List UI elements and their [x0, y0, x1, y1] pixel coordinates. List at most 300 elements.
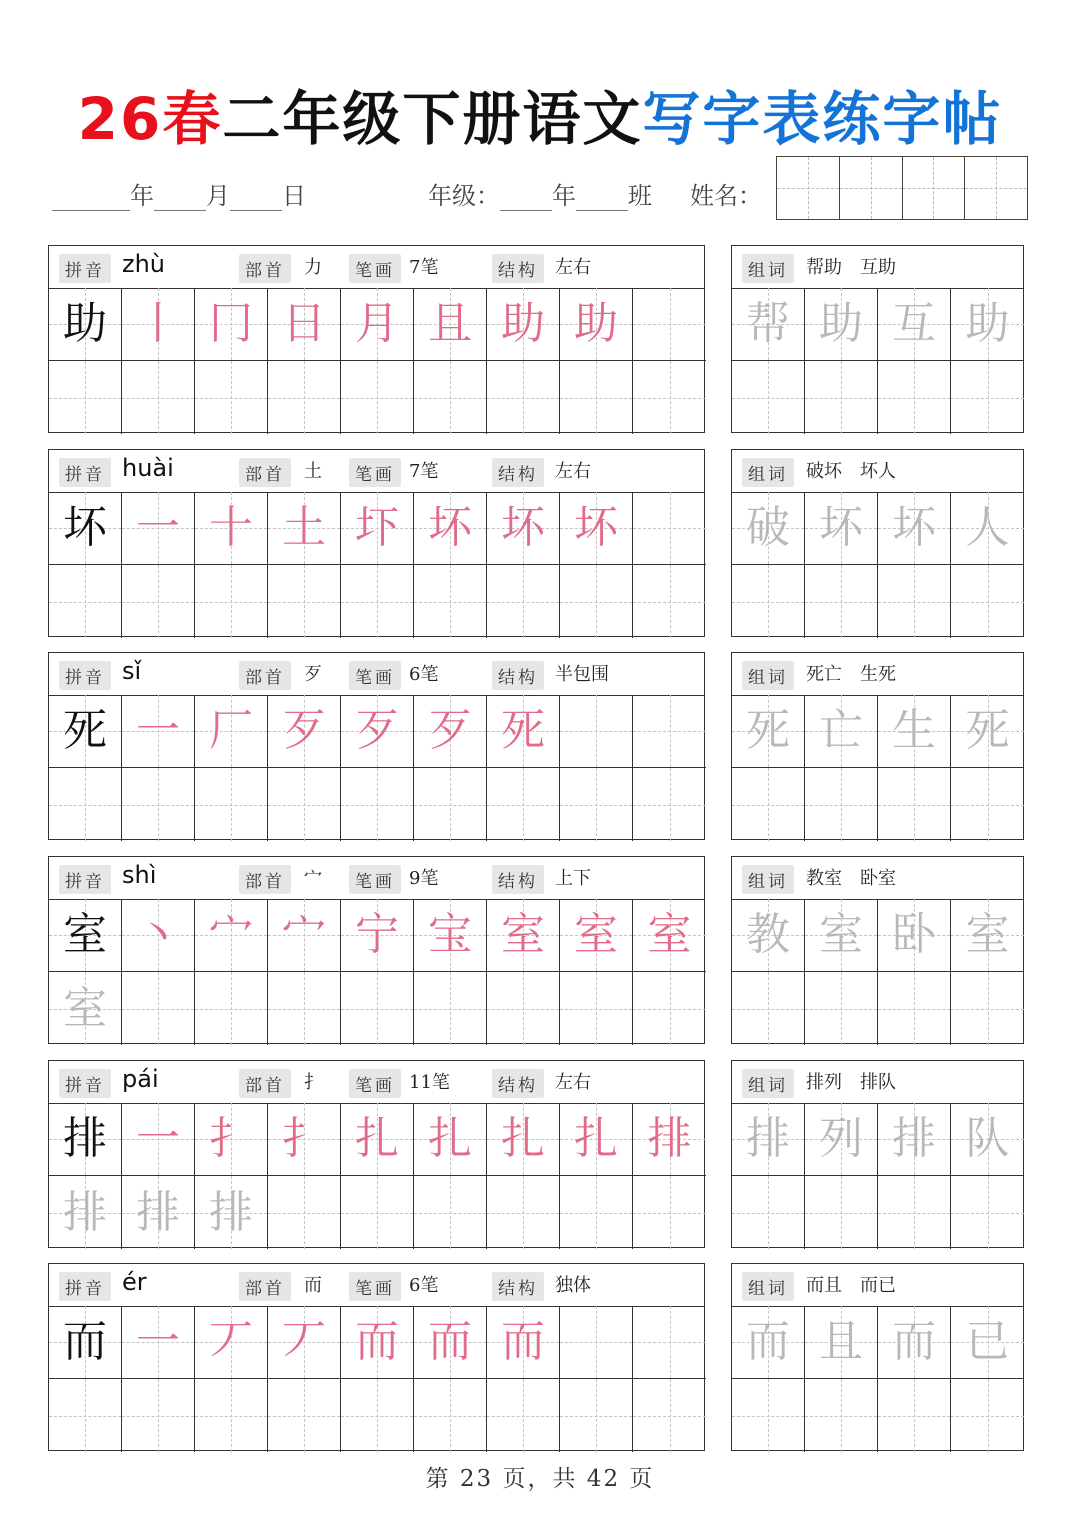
grade-blank[interactable]: [500, 186, 552, 211]
word-char: 助: [819, 298, 863, 349]
word-practice-cell[interactable]: [805, 1379, 878, 1452]
practice-cell[interactable]: [414, 1176, 487, 1249]
pinyin-tag: 拼音: [59, 1069, 111, 1098]
stroke-step-cell: [487, 695, 560, 768]
stroke-step: 而: [501, 1316, 545, 1367]
stroke-step-cell: [414, 899, 487, 972]
radical-value: 歹: [304, 664, 322, 685]
practice-cell[interactable]: [195, 361, 268, 434]
title-part-1: 26春: [77, 85, 223, 153]
practice-cell[interactable]: [414, 1379, 487, 1452]
stroke-step: 丆: [209, 1316, 253, 1367]
word-practice-cell[interactable]: [805, 1176, 878, 1249]
stroke-step: 扎: [574, 1113, 618, 1164]
practice-cell[interactable]: [414, 972, 487, 1045]
pinyin-value: huài: [122, 454, 174, 482]
stroke-step: 而: [355, 1316, 399, 1367]
stroke-step-cell: [487, 899, 560, 972]
stroke-step-cell: [268, 1306, 341, 1379]
practice-cell[interactable]: [49, 1176, 122, 1249]
word-trace-cell: [878, 492, 951, 565]
strokes-value: 6笔: [409, 664, 439, 685]
stroke-step: 日: [282, 298, 326, 349]
stroke-step-cell: [122, 288, 195, 361]
word-trace-cell: [805, 1306, 878, 1379]
practice-cell[interactable]: [633, 1176, 706, 1249]
name-line: [690, 176, 762, 212]
name-box[interactable]: [903, 157, 966, 219]
stroke-step: 扌: [282, 1113, 326, 1164]
words-header: [732, 653, 1023, 696]
words-header: [732, 246, 1023, 289]
strokes-value: 11笔: [409, 1072, 450, 1093]
word-trace-cell: [951, 288, 1024, 361]
practice-cell[interactable]: [414, 768, 487, 841]
character-practice-panel: [48, 449, 705, 637]
strokes-tag: 笔画: [349, 254, 401, 283]
practice-cell[interactable]: [341, 361, 414, 434]
practice-grid: [49, 1306, 706, 1452]
stroke-step: 室: [574, 909, 618, 960]
strokes-tag: 笔画: [349, 1069, 401, 1098]
stroke-step: 土: [282, 502, 326, 553]
strokes-tag: 笔画: [349, 1272, 401, 1301]
stroke-step-cell: [195, 695, 268, 768]
word-char: 生: [892, 705, 936, 756]
stroke-step-cell: [341, 695, 414, 768]
structure-value: 左右: [555, 461, 591, 482]
stroke-step-cell: [341, 492, 414, 565]
practice-cell[interactable]: [49, 361, 122, 434]
word-practice-cell[interactable]: [951, 1379, 1024, 1452]
words-header: [732, 450, 1023, 493]
practice-cell[interactable]: [268, 768, 341, 841]
radical-value: 力: [304, 257, 322, 278]
practice-cell[interactable]: [633, 565, 706, 638]
word-practice-cell[interactable]: [805, 768, 878, 841]
stroke-step-cell: [195, 1103, 268, 1176]
practice-cell[interactable]: [341, 1379, 414, 1452]
word-practice-cell[interactable]: [878, 972, 951, 1045]
pinyin-value: sǐ: [122, 657, 142, 685]
pinyin-tag: 拼音: [59, 865, 111, 894]
structure-value: 左右: [555, 1072, 591, 1093]
pinyin-value: pái: [122, 1065, 159, 1093]
character-practice-panel: [48, 856, 705, 1044]
stroke-step-cell: [122, 899, 195, 972]
words-value: 排列 排队: [806, 1072, 896, 1093]
practice-cell[interactable]: [341, 565, 414, 638]
stroke-step-cell: [341, 1103, 414, 1176]
word-practice-cell[interactable]: [878, 768, 951, 841]
word-char: 已: [965, 1316, 1010, 1367]
stroke-step-cell: [341, 288, 414, 361]
word-grid: [732, 1103, 1024, 1249]
structure-tag: 结构: [492, 661, 544, 690]
word-char: 而: [746, 1316, 790, 1367]
stroke-step: 丨: [136, 298, 180, 349]
title-part-3: 写字表练字帖: [642, 85, 1003, 153]
trace-char: 排: [63, 1186, 107, 1238]
word-char: 人: [965, 502, 1010, 553]
stroke-step-cell: [414, 1103, 487, 1176]
stroke-step-cell: [487, 1306, 560, 1379]
main-character-cell: [49, 1103, 122, 1176]
radical-value: 扌: [304, 1072, 322, 1093]
date-line: [52, 176, 306, 212]
words-value: 帮助 互助: [806, 257, 896, 278]
character-practice-panel: [48, 1263, 705, 1451]
strokes-value: 6笔: [409, 1275, 439, 1296]
stroke-step: 一: [136, 705, 180, 756]
practice-cell[interactable]: [560, 361, 633, 434]
word-practice-panel: [731, 856, 1024, 1044]
word-practice-cell[interactable]: [951, 1176, 1024, 1249]
stroke-step: 宀: [209, 909, 253, 960]
strokes-value: 7笔: [409, 257, 439, 278]
main-character-cell: [49, 1306, 122, 1379]
practice-cell[interactable]: [341, 972, 414, 1045]
practice-cell[interactable]: [122, 361, 195, 434]
word-trace-cell: [878, 1103, 951, 1176]
stroke-step-cell: [633, 492, 706, 565]
character-info-header: [49, 653, 704, 696]
practice-cell[interactable]: [633, 972, 706, 1045]
strokes-tag: 笔画: [349, 661, 401, 690]
word-practice-cell[interactable]: [732, 768, 805, 841]
practice-cell[interactable]: [195, 972, 268, 1045]
words-value: 教室 卧室: [806, 868, 896, 889]
stroke-step: 丶: [136, 909, 180, 960]
stroke-step: 圷: [355, 502, 399, 553]
name-box[interactable]: [965, 157, 1027, 219]
practice-cell[interactable]: [487, 361, 560, 434]
stroke-step-cell: [195, 899, 268, 972]
stroke-step: 冂: [209, 298, 253, 349]
practice-cell[interactable]: [633, 361, 706, 434]
stroke-step-cell: [268, 695, 341, 768]
practice-cell[interactable]: [268, 361, 341, 434]
word-practice-cell[interactable]: [878, 361, 951, 434]
word-practice-cell[interactable]: [878, 565, 951, 638]
stroke-step-cell: [195, 1306, 268, 1379]
year-blank[interactable]: [52, 186, 130, 211]
character-practice-panel: [48, 1060, 705, 1248]
word-grid: [732, 899, 1024, 1045]
word-grid: [732, 492, 1024, 638]
stroke-step: 一: [136, 1113, 180, 1164]
word-trace-cell: [951, 899, 1024, 972]
word-trace-cell: [805, 899, 878, 972]
stroke-step-cell: [414, 492, 487, 565]
class-blank[interactable]: [576, 186, 628, 211]
practice-cell[interactable]: [122, 1176, 195, 1249]
stroke-step: 扎: [501, 1113, 545, 1164]
stroke-step: 宀: [282, 909, 326, 960]
stroke-step: 宝: [428, 909, 472, 960]
word-char: 列: [819, 1113, 863, 1164]
name-box[interactable]: [840, 157, 903, 219]
practice-grid: [49, 1103, 706, 1249]
word-practice-cell[interactable]: [732, 1379, 805, 1452]
character-info-header: [49, 246, 704, 289]
word-practice-panel: [731, 1263, 1024, 1451]
stroke-step: 歹: [282, 705, 326, 756]
word-char: 且: [819, 1316, 863, 1367]
practice-cell[interactable]: [560, 1379, 633, 1452]
stroke-step-cell: [560, 492, 633, 565]
word-practice-cell[interactable]: [951, 768, 1024, 841]
month-label: 月: [206, 182, 230, 210]
word-char: 破: [746, 502, 790, 553]
stroke-step: 十: [209, 502, 253, 553]
main-character-cell: [49, 288, 122, 361]
practice-cell[interactable]: [487, 768, 560, 841]
practice-grid: [49, 695, 706, 841]
word-trace-cell: [732, 899, 805, 972]
pinyin-tag: 拼音: [59, 1272, 111, 1301]
practice-cell[interactable]: [49, 972, 122, 1045]
character-block: [48, 652, 1024, 840]
year-label: 年: [130, 182, 154, 210]
stroke-step-cell: [268, 899, 341, 972]
title-part-2: 二年级下册语文: [222, 85, 643, 153]
character-info-header: [49, 1061, 704, 1104]
practice-cell[interactable]: [122, 768, 195, 841]
word-trace-cell: [805, 1103, 878, 1176]
stroke-step: 丆: [282, 1316, 326, 1367]
strokes-value: 7笔: [409, 461, 439, 482]
strokes-tag: 笔画: [349, 458, 401, 487]
stroke-step: 室: [501, 909, 545, 960]
stroke-step: 月: [355, 298, 399, 349]
stroke-step-cell: [560, 1306, 633, 1379]
main-character: 室: [63, 909, 107, 960]
word-practice-cell[interactable]: [951, 361, 1024, 434]
word-char: 排: [892, 1113, 936, 1164]
stroke-step-cell: [633, 1103, 706, 1176]
radical-tag: 部首: [239, 1069, 291, 1098]
word-practice-cell[interactable]: [732, 565, 805, 638]
word-trace-cell: [951, 492, 1024, 565]
word-practice-cell[interactable]: [951, 565, 1024, 638]
stroke-step: 且: [428, 298, 472, 349]
character-info-header: [49, 857, 704, 900]
word-char: 死: [965, 705, 1010, 756]
word-char: 助: [965, 298, 1010, 349]
word-practice-cell[interactable]: [805, 565, 878, 638]
word-practice-cell[interactable]: [732, 972, 805, 1045]
practice-cell[interactable]: [414, 361, 487, 434]
main-character: 死: [63, 705, 107, 756]
stroke-step-cell: [633, 1306, 706, 1379]
radical-tag: 部首: [239, 1272, 291, 1301]
word-char: 而: [892, 1316, 936, 1367]
practice-cell[interactable]: [633, 768, 706, 841]
word-practice-panel: [731, 449, 1024, 637]
practice-cell[interactable]: [487, 1379, 560, 1452]
word-grid: [732, 695, 1024, 841]
stroke-step: 扌: [209, 1113, 253, 1164]
trace-char: 室: [63, 982, 107, 1034]
practice-cell[interactable]: [487, 1176, 560, 1249]
stroke-step-cell: [633, 288, 706, 361]
word-trace-cell: [878, 695, 951, 768]
word-trace-cell: [805, 492, 878, 565]
stroke-step-cell: [122, 695, 195, 768]
name-label: 姓名：: [690, 182, 762, 210]
word-practice-cell[interactable]: [878, 1379, 951, 1452]
practice-cell[interactable]: [414, 565, 487, 638]
words-tag: 组词: [742, 1069, 794, 1098]
practice-cell[interactable]: [49, 1379, 122, 1452]
practice-cell[interactable]: [560, 1176, 633, 1249]
words-value: 死亡 生死: [806, 664, 896, 685]
word-char: 卧: [892, 909, 936, 960]
word-char: 室: [819, 909, 863, 960]
word-trace-cell: [732, 492, 805, 565]
word-trace-cell: [878, 899, 951, 972]
word-trace-cell: [951, 695, 1024, 768]
practice-cell[interactable]: [341, 768, 414, 841]
main-character-cell: [49, 899, 122, 972]
stroke-step-cell: [268, 288, 341, 361]
practice-cell[interactable]: [195, 1176, 268, 1249]
practice-cell[interactable]: [560, 972, 633, 1045]
character-block: [48, 856, 1024, 1044]
word-practice-cell[interactable]: [878, 1176, 951, 1249]
practice-cell[interactable]: [268, 1176, 341, 1249]
character-block: [48, 245, 1024, 433]
words-tag: 组词: [742, 458, 794, 487]
character-practice-panel: [48, 652, 705, 840]
stroke-step-cell: [414, 288, 487, 361]
main-character: 而: [63, 1316, 107, 1367]
character-block: [48, 1060, 1024, 1248]
stroke-step-cell: [195, 492, 268, 565]
character-block: [48, 449, 1024, 637]
stroke-step-cell: [487, 1103, 560, 1176]
word-char: 排: [746, 1113, 790, 1164]
word-practice-cell[interactable]: [732, 1176, 805, 1249]
stroke-step: 歹: [428, 705, 472, 756]
radical-value: 宀: [304, 868, 322, 889]
word-practice-cell[interactable]: [805, 972, 878, 1045]
character-practice-panel: [48, 245, 705, 433]
stroke-step-cell: [560, 1103, 633, 1176]
stroke-step: 坏: [501, 502, 545, 553]
word-char: 坏: [892, 502, 936, 553]
practice-cell[interactable]: [49, 565, 122, 638]
pinyin-value: ér: [122, 1268, 147, 1296]
word-practice-cell[interactable]: [951, 972, 1024, 1045]
words-value: 而且 而已: [806, 1275, 896, 1296]
day-label: 日: [282, 182, 306, 210]
stroke-step: 一: [136, 502, 180, 553]
radical-tag: 部首: [239, 254, 291, 283]
strokes-value: 9笔: [409, 868, 439, 889]
stroke-step: 助: [501, 298, 545, 349]
stroke-step-cell: [341, 1306, 414, 1379]
page-footer: 第 23 页，共 42 页: [425, 1466, 655, 1492]
practice-cell[interactable]: [268, 972, 341, 1045]
stroke-step-cell: [414, 695, 487, 768]
practice-cell[interactable]: [560, 768, 633, 841]
words-tag: 组词: [742, 661, 794, 690]
words-tag: 组词: [742, 1272, 794, 1301]
structure-tag: 结构: [492, 1272, 544, 1301]
practice-cell[interactable]: [122, 972, 195, 1045]
grade-line: [428, 176, 652, 212]
stroke-step: 而: [428, 1316, 472, 1367]
word-char: 坏: [819, 502, 863, 553]
practice-cell[interactable]: [487, 565, 560, 638]
page-title: [0, 72, 1080, 156]
practice-cell[interactable]: [268, 1379, 341, 1452]
character-info-header: [49, 1264, 704, 1307]
practice-cell[interactable]: [633, 1379, 706, 1452]
trace-char: 排: [136, 1186, 180, 1238]
practice-cell[interactable]: [195, 1379, 268, 1452]
name-box[interactable]: [777, 157, 840, 219]
practice-cell[interactable]: [341, 1176, 414, 1249]
word-char: 死: [746, 705, 790, 756]
pinyin-tag: 拼音: [59, 458, 111, 487]
month-blank[interactable]: [154, 186, 206, 211]
practice-cell[interactable]: [268, 565, 341, 638]
practice-cell[interactable]: [122, 1379, 195, 1452]
radical-value: 而: [304, 1275, 322, 1296]
stroke-step: 坏: [574, 502, 618, 553]
pinyin-value: shì: [122, 861, 157, 889]
word-char: 队: [965, 1113, 1010, 1164]
practice-cell[interactable]: [195, 768, 268, 841]
practice-grid: [49, 899, 706, 1045]
words-tag: 组词: [742, 865, 794, 894]
word-char: 亡: [819, 705, 863, 756]
pinyin-tag: 拼音: [59, 661, 111, 690]
structure-tag: 结构: [492, 865, 544, 894]
grade-year-label: 年: [552, 182, 576, 210]
class-label: 班: [628, 182, 652, 210]
word-practice-panel: [731, 245, 1024, 433]
practice-cell[interactable]: [487, 972, 560, 1045]
word-practice-cell[interactable]: [732, 361, 805, 434]
practice-cell[interactable]: [560, 565, 633, 638]
practice-cell[interactable]: [195, 565, 268, 638]
word-char: 教: [746, 909, 790, 960]
structure-value: 左右: [555, 257, 591, 278]
word-grid: [732, 288, 1024, 434]
words-header: [732, 857, 1023, 900]
practice-cell[interactable]: [122, 565, 195, 638]
day-blank[interactable]: [230, 186, 282, 211]
word-trace-cell: [732, 288, 805, 361]
pinyin-value: zhù: [122, 250, 166, 278]
words-header: [732, 1061, 1023, 1104]
word-practice-cell[interactable]: [805, 361, 878, 434]
words-tag: 组词: [742, 254, 794, 283]
practice-cell[interactable]: [49, 768, 122, 841]
structure-value: 半包围: [555, 664, 609, 685]
radical-tag: 部首: [239, 458, 291, 487]
structure-tag: 结构: [492, 254, 544, 283]
name-boxes[interactable]: [776, 156, 1028, 220]
stroke-step-cell: [122, 492, 195, 565]
stroke-step: 排: [647, 1113, 692, 1164]
stroke-step: 宁: [355, 909, 399, 960]
stroke-step-cell: [487, 492, 560, 565]
